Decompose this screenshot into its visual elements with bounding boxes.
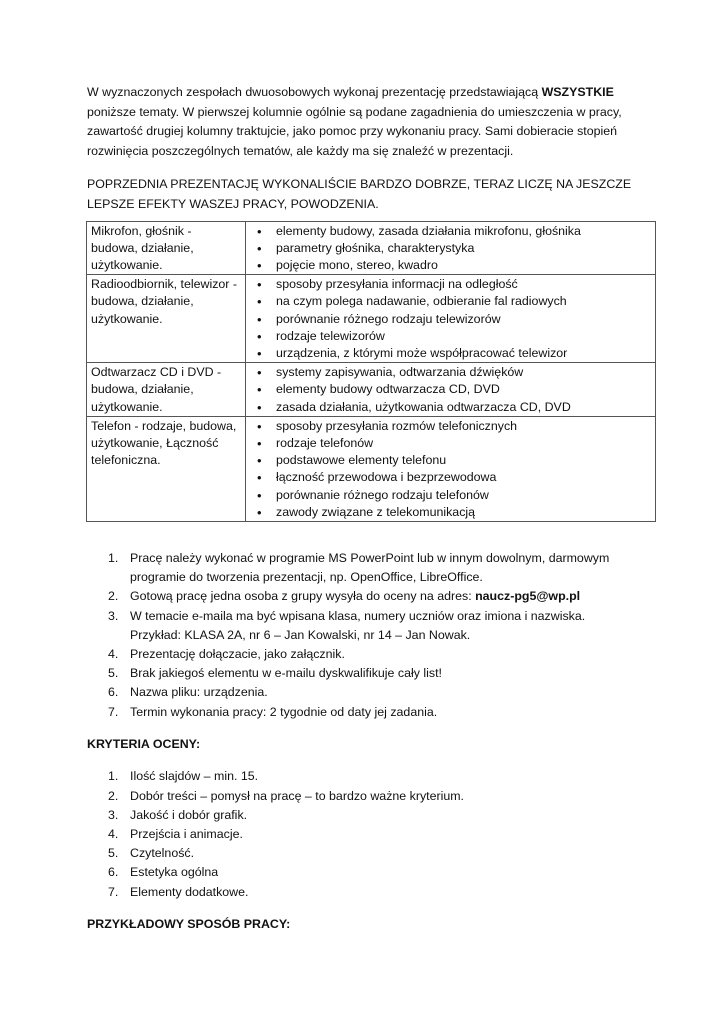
list-item: • pojęcie mono, stereo, kwadro xyxy=(250,257,651,274)
topic-points xyxy=(246,221,656,275)
topic-title: Telefon - rodzaje, budowa, użytkowanie, Łączność telefoniczna. xyxy=(87,416,246,521)
table-row xyxy=(87,363,656,417)
item-number: 7. xyxy=(108,884,119,899)
list-item: • rodzaje telewizorów xyxy=(250,328,651,345)
item-number: 6. xyxy=(108,685,119,700)
topic-points xyxy=(246,363,656,417)
item-text: Brak jakiegoś elementu w e-mailu dyskwalifikuje cały list! xyxy=(130,666,442,681)
item-number: 1. xyxy=(108,769,119,784)
table-row xyxy=(87,275,656,363)
list-item: • elementy budowy odtwarzacza CD, DVD xyxy=(250,381,651,398)
table-row xyxy=(87,416,656,521)
intro-paragraph xyxy=(87,83,657,161)
list-item: • urządzenia, z którymi może współpracować telewizor xyxy=(250,345,651,362)
table-row xyxy=(87,221,656,275)
item-number: 4. xyxy=(108,647,119,662)
list-item xyxy=(87,806,657,825)
item-text: Estetyka ogólna xyxy=(130,865,219,880)
item-number: 3. xyxy=(108,608,119,623)
list-item xyxy=(87,587,657,606)
topic-title: Mikrofon, głośnik - budowa, działanie, użytkowanie. xyxy=(87,221,246,275)
item-text: Czytelność. xyxy=(130,846,195,861)
item-text: Jakość i dobór grafik. xyxy=(130,807,248,822)
list-item: • porównanie różnego rodzaju telefonów xyxy=(250,487,651,504)
item-number: 5. xyxy=(108,846,119,861)
intro-text-rest: poniższe tematy. W pierwszej kolumnie ogólnie są podane zagadnienia do umieszczenia w pracy, zawartość drugiej kolumny traktujcie, jako pomoc przy wykonaniu pracy. Sami dobieracie stopień rozwinięcia poszczególnych tematów, ale każdy ma się znaleźć w prezentacji. xyxy=(87,104,622,158)
topic-points xyxy=(246,416,656,521)
list-item: • na czym polega nadawanie, odbieranie fal radiowych xyxy=(250,293,651,310)
list-item: • rodzaje telefonów xyxy=(250,435,651,452)
item-text: Ilość slajdów – min. 15. xyxy=(130,769,259,784)
item-text: W temacie e-maila ma być wpisana klasa, numery uczniów oraz imiona i nazwiska. xyxy=(130,608,586,623)
intro-text: W wyznaczonych zespołach dwuosobowych wykonaj prezentację przedstawiającą xyxy=(87,85,542,99)
list-item xyxy=(87,844,657,863)
item-number: 5. xyxy=(108,666,119,681)
list-item xyxy=(87,645,657,664)
example-heading: PRZYKŁADOWY SPOSÓB PRACY: xyxy=(87,916,291,931)
item-number: 3. xyxy=(108,807,119,822)
item-number: 2. xyxy=(108,788,119,803)
topic-title: Odtwarzacz CD i DVD - budowa, działanie, użytkowanie. xyxy=(87,363,246,417)
item-text: Gotową pracę jedna osoba z grupy wysyła do oceny na adres: xyxy=(130,589,476,604)
list-item xyxy=(87,703,657,722)
list-item: • sposoby przesyłania informacji na odległość xyxy=(250,276,651,293)
list-item xyxy=(87,664,657,683)
item-text: Termin wykonania pracy: 2 tygodnie od daty jej zadania. xyxy=(130,704,438,719)
list-item xyxy=(87,883,657,902)
list-item: • elementy budowy, zasada działania mikrofonu, głośnika xyxy=(250,223,651,240)
list-item xyxy=(87,767,657,786)
item-text: Dobór treści – pomysł na pracę – to bardzo ważne kryterium. xyxy=(130,788,465,803)
item-text-line2: Przykład: KLASA 2A, nr 6 – Jan Kowalski, nr 14 – Jan Nowak. xyxy=(130,627,471,642)
item-number: 4. xyxy=(108,827,119,842)
list-item: • parametry głośnika, charakterystyka xyxy=(250,240,651,257)
item-number: 1. xyxy=(108,551,119,566)
list-item xyxy=(87,825,657,844)
intro-bold: WSZYSTKIE xyxy=(541,85,614,99)
item-text: Pracę należy wykonać w programie MS PowerPoint lub w innym dowolnym, darmowym programie do tworzenia prezentacji, np. OpenOffice, LibreOffice. xyxy=(130,551,610,585)
item-text: Przejścia i animacje. xyxy=(130,827,243,842)
item-number: 6. xyxy=(108,865,119,880)
list-item: • porównanie różnego rodzaju telewizorów xyxy=(250,311,651,328)
list-item: • podstawowe elementy telefonu xyxy=(250,452,651,469)
list-item xyxy=(87,683,657,702)
email-address: naucz-pg5@wp.pl xyxy=(475,589,581,604)
list-item: • łączność przewodowa i bezprzewodowa xyxy=(250,469,651,486)
item-text: Nazwa pliku: urządzenia. xyxy=(130,685,268,700)
document-content xyxy=(87,83,657,934)
list-item xyxy=(87,607,657,645)
topic-title: Radioodbiornik, telewizor - budowa, działanie, użytkowanie. xyxy=(87,275,246,363)
item-number: 2. xyxy=(108,589,119,604)
list-item: • sposoby przesyłania rozmów telefonicznych xyxy=(250,418,651,435)
criteria-list xyxy=(87,767,657,901)
topics-table xyxy=(86,221,656,522)
list-item: • systemy zapisywania, odtwarzania dźwięków xyxy=(250,364,651,381)
list-item: • zawody związane z telekomunikacją xyxy=(250,504,651,521)
list-item: • zasada działania, użytkowania odtwarzacza CD, DVD xyxy=(250,399,651,416)
list-item xyxy=(87,787,657,806)
criteria-heading: KRYTERIA OCENY: xyxy=(87,736,201,751)
item-text: Elementy dodatkowe. xyxy=(130,884,249,899)
topic-points xyxy=(246,275,656,363)
list-item xyxy=(87,549,657,587)
item-text: Prezentację dołączacie, jako załącznik. xyxy=(130,647,345,662)
rules-list xyxy=(87,549,657,722)
list-item xyxy=(87,863,657,882)
note-paragraph: POPRZEDNIA PREZENTACJĘ WYKONALIŚCIE BARDZO DOBRZE, TERAZ LICZĘ NA JESZCZE LEPSZE EFEKTY WASZEJ PRACY, POWODZENIA. xyxy=(87,177,632,211)
item-number: 7. xyxy=(108,704,119,719)
